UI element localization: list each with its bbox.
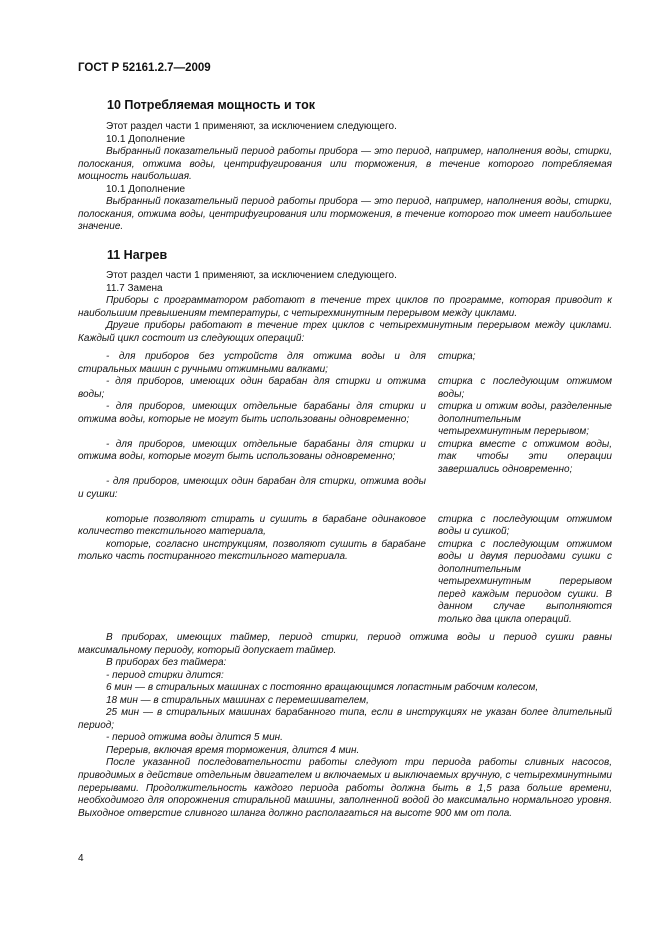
section-10-add2-text: Выбранный показательный период работы прибора — это период, например, наполнения воды, стирки, полоскания, отжима воды, центрифугирования или торможения, в течение которого ток имеет наибольшее значение.: [78, 196, 612, 233]
section-11-p8: 25 мин — в стиральных машинах барабанного типа, если в инструкциях не указан более длительный период;: [78, 707, 612, 731]
section-11-p7: 18 мин — в стиральных машинах с перемешивателем,: [106, 694, 369, 706]
section-11-tail: [78, 632, 612, 820]
section-11-intro-block: [78, 270, 612, 345]
section-11-p3: В приборах, имеющих таймер, период стирки, период отжима воды и период сушки равны максимальному периоду, который допускает таймер.: [78, 632, 612, 656]
row-right: стирка и отжим воды, разделенные дополнительным четырехминутным перерывом;: [438, 401, 612, 438]
table-row: [78, 439, 612, 477]
row-right: стирка вместе с отжимом воды, так чтобы эти операции завершались одновременно;: [438, 438, 612, 475]
section-11-p9: - период отжима воды длится 5 мин.: [106, 732, 283, 744]
row-left: - для приборов, имеющих один барабан для стирки и отжима воды;: [78, 376, 426, 400]
row-right: стирка с последующим отжимом воды;: [438, 376, 612, 400]
table-row: [78, 351, 612, 376]
section-10-add2-label: 10.1 Дополнение: [106, 183, 186, 195]
table-row: [78, 376, 612, 401]
row-right: [438, 476, 612, 501]
section-11-p6: 6 мин — в стиральных машинах с постоянно вращающимся лопастным рабочим колесом,: [106, 682, 539, 694]
table-row: [78, 401, 612, 439]
page-number: 4: [78, 853, 84, 864]
section-11-p1: Приборы с программатором работают в течение трех циклов по программе, которая приводит к наибольшим превышениям температуры, с четырехминутным перерывом между циклами.: [78, 295, 612, 319]
section-11-p5: - период стирки длится:: [106, 669, 224, 681]
row-left: - для приборов, имеющих отдельные барабаны для стирки и отжима воды, которые могут быть использованы одновременно;: [78, 438, 426, 463]
standard-header: ГОСТ Р 52161.2.7—2009: [78, 62, 211, 74]
table-row: [78, 539, 612, 627]
section-10-heading: 10 Потребляемая мощность и ток: [107, 98, 315, 112]
row-left: - для приборов без устройств для отжима воды и для стиральных машин с ручными отжимными валками;: [78, 351, 426, 375]
section-11-sub-label: 11.7 Замена: [106, 282, 163, 294]
row-right: стирка;: [438, 351, 476, 362]
section-11-p2: Другие приборы работают в течение трех циклов с четырехминутным перерывом между циклами. Каждый цикл состоит из следующих операций:: [78, 320, 612, 344]
table-row: [78, 514, 612, 539]
section-10-add1-label: 10.1 Дополнение: [106, 133, 186, 145]
table-row: [78, 476, 612, 501]
section-11-heading: 11 Нагрев: [107, 248, 168, 262]
row-right: стирка с последующим отжимом воды и двумя периодами сушки с дополнительным четырехминутным перерывом перед каждым периодом сушки. В данном случае выполняются только два цикла операций.: [438, 538, 612, 625]
row-left: - для приборов, имеющих отдельные барабаны для стирки и отжима воды, которые не могут быть использованы одновременно;: [78, 401, 426, 425]
row-left: - для приборов, имеющих один барабан для стирки, отжима воды и сушки:: [78, 476, 426, 501]
section-11-intro: Этот раздел части 1 применяют, за исключением следующего.: [106, 270, 397, 281]
section-10-add1-text: Выбранный показательный период работы прибора — это период, например, наполнения воды, стирки, полоскания, отжима воды, центрифугирования или торможения, в течение которого потребляемая мощность наибольшая.: [78, 146, 612, 183]
operations-table: [78, 351, 612, 626]
section-11-p10: Перерыв, включая время торможения, длится 4 мин.: [106, 744, 360, 756]
section-10-intro: Этот раздел части 1 применяют, за исключением следующего.: [106, 121, 397, 132]
section-10-body: [78, 121, 612, 234]
section-11-p11: После указанной последовательности работы следуют три периода работы сливных насосов, приводимых в действие отдельным двигателем и включаемых и выключаемых вручную, с четырехминутными перерывами. Продолжительность каждого периода работы должна быть в 1,5 раза больше времени, необходимого для опорожнения стиральной машины, заполненной водой до максимально нормального уровня. Выходное отверстие сливного шланга должно располагаться на высоте 900 мм от пола.: [78, 757, 612, 819]
row-left: которые позволяют стирать и сушить в барабане одинаковое количество текстильного материала,: [78, 513, 426, 538]
section-11-p4: В приборах без таймера:: [106, 657, 227, 669]
row-left: которые, согласно инструкциям, позволяют сушить в барабане только часть постиранного текстильного материала.: [78, 538, 426, 563]
row-right: стирка с последующим отжимом воды и сушкой;: [438, 513, 612, 538]
